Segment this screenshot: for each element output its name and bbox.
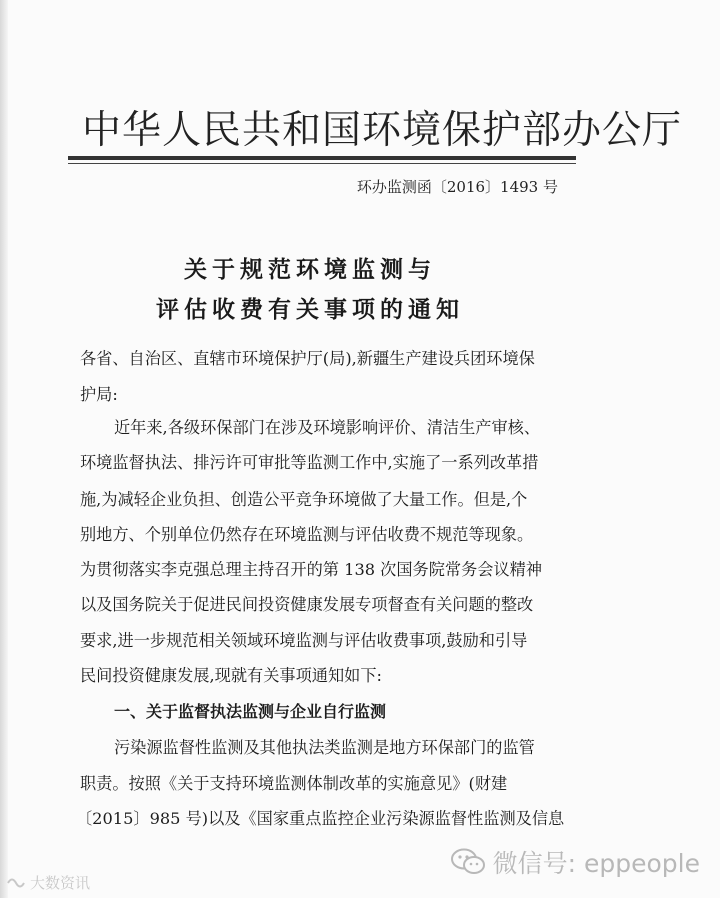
body-line: 环境监督执法、排污许可审批等监测工作中,实施了一系列改革措 (80, 453, 539, 472)
source-watermark-text: 大数资讯 (30, 874, 91, 892)
body-line: 职责。按照《关于支持环境监测体制改革的实施意见》(财建 (80, 774, 508, 793)
body-line: 要求,进一步规范相关领域环境监测与评估收费事项,鼓励和引导 (80, 631, 528, 650)
body-line: 护局: (80, 385, 118, 404)
body-line: 民间投资健康发展,现就有关事项通知如下: (80, 666, 382, 685)
body-line: 别地方、个别单位仍然存在环境监测与评估收费不规范等现象。 (80, 525, 534, 544)
header-rule-thick (68, 156, 576, 160)
logo-icon (6, 875, 26, 891)
wechat-icon (451, 848, 485, 876)
document-title-line-2: 评估收费有关事项的通知 (156, 296, 464, 323)
body-line: 为贯彻落实李克强总理主持召开的第 138 次国务院常务会议精神 (80, 560, 543, 579)
wechat-watermark (451, 844, 700, 880)
header-rule-thin (68, 163, 576, 164)
body-line: 以及国务院关于促进民间投资健康发展专项督查有关问题的整改 (80, 595, 534, 614)
document-number: 环办监测函〔2016〕1493 号 (356, 178, 558, 196)
scan-edge (0, 0, 8, 898)
issuing-organization-title: 中华人民共和国环境保护部办公厅 (82, 108, 683, 153)
section-heading-1: 一、关于监督执法监测与企业自行监测 (114, 702, 387, 721)
wechat-id-text: 微信号: eppeople (492, 849, 700, 878)
document-title-line-1: 关于规范环境监测与 (184, 256, 436, 283)
body-line: 施,为减轻企业负担、创造公平竞争环境做了大量工作。但是,个 (80, 490, 528, 509)
body-line: 污染源监督性监测及其他执法类监测是地方环保部门的监管 (114, 738, 535, 757)
body-line: 〔2015〕985 号)以及《国家重点监控企业污染源监督性监测及信息 (76, 809, 565, 828)
body-line: 各省、自治区、直辖市环境保护厅(局),新疆生产建设兵团环境保 (80, 349, 535, 368)
body-line: 近年来,各级环保部门在涉及环境影响评价、清洁生产审核、 (114, 418, 541, 437)
source-watermark (6, 872, 90, 893)
